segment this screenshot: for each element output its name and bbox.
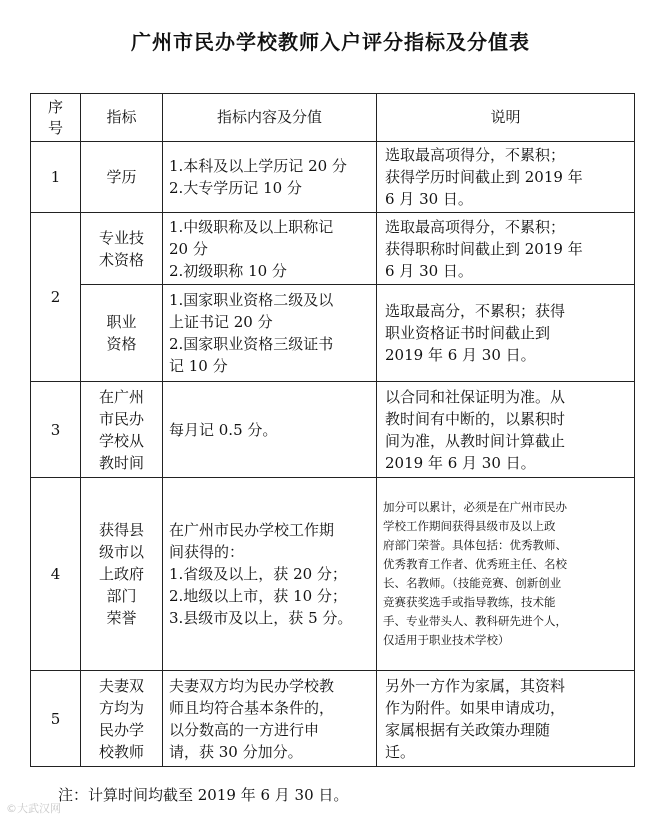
header-no: 序 号 — [31, 94, 81, 142]
description-cell: 以合同和社保证明为准。从 教时间有中断的，以累积时 间为准，从教时间计算截止 2019 年 6 月 30 日。 — [377, 382, 635, 478]
page-title: 广州市民办学校教师入户评分指标及分值表 — [131, 30, 530, 54]
row-number: 1 — [31, 142, 81, 213]
row-number: 5 — [31, 671, 81, 767]
content-cell: 1.本科及以上学历记 20 分 2.大专学历记 10 分 — [163, 142, 377, 213]
row-number: 2 — [31, 213, 81, 382]
table-header-row — [31, 94, 635, 142]
header-content: 指标内容及分值 — [163, 94, 377, 142]
indicator-cell: 获得县 级市以 上政府 部门 荣誉 — [81, 478, 163, 671]
scoring-table — [30, 93, 635, 767]
description-cell: 另外一方作为家属，其资料 作为附件。如果申请成功， 家属根据有关政策办理随 迁。 — [377, 671, 635, 767]
indicator-cell: 专业技 术资格 — [81, 213, 163, 285]
table-row — [31, 382, 635, 478]
table-row — [31, 671, 635, 767]
content-cell: 每月记 0.5 分。 — [163, 382, 377, 478]
indicator-cell: 在广州 市民办 学校从 教时间 — [81, 382, 163, 478]
row-number: 3 — [31, 382, 81, 478]
content-cell: 1.中级职称及以上职称记 20 分 2.初级职称 10 分 — [163, 213, 377, 285]
indicator-cell: 职业 资格 — [81, 285, 163, 382]
content-cell: 在广州市民办学校工作期 间获得的： 1.省级及以上，获 20 分； 2.地级以上市，获 10 分； 3.县级市及以上，获 5 分。 — [163, 478, 377, 671]
indicator-cell: 学历 — [81, 142, 163, 213]
header-desc: 说明 — [377, 94, 635, 142]
content-cell: 夫妻双方均为民办学校教 师且均符合基本条件的， 以分数高的一方进行申 请，获 30 分加分。 — [163, 671, 377, 767]
description-cell: 选取最高项得分，不累积； 获得职称时间截止到 2019 年 6 月 30 日。 — [377, 213, 635, 285]
header-indicator: 指标 — [81, 94, 163, 142]
footnote: 注：计算时间均截至 2019 年 6 月 30 日。 — [58, 786, 349, 804]
table-row — [31, 213, 635, 285]
content-cell: 1.国家职业资格二级及以 上证书记 20 分 2.国家职业资格三级证书 记 10 分 — [163, 285, 377, 382]
watermark: ©大武汉网 — [6, 802, 61, 815]
description-cell: 选取最高项得分，不累积； 获得学历时间截止到 2019 年 6 月 30 日。 — [377, 142, 635, 213]
description-cell: 选取最高分，不累积；获得 职业资格证书时间截止到 2019 年 6 月 30 日。 — [377, 285, 635, 382]
row-number: 4 — [31, 478, 81, 671]
indicator-cell: 夫妻双 方均为 民办学 校教师 — [81, 671, 163, 767]
table-row — [31, 285, 635, 382]
description-cell: 加分可以累计，必须是在广州市民办 学校工作期间获得县级市及以上政 府部门荣誉。具体包括：优秀教师、 优秀教育工作者、优秀班主任、名校 长、名教师。（技能竞赛、创新创业 竞赛获奖选手或指导教练，技术能 手、专业带头人、教科研先进个人， 仅适用于职业技术学校） — [377, 478, 635, 671]
table-row — [31, 478, 635, 671]
table-row — [31, 142, 635, 213]
